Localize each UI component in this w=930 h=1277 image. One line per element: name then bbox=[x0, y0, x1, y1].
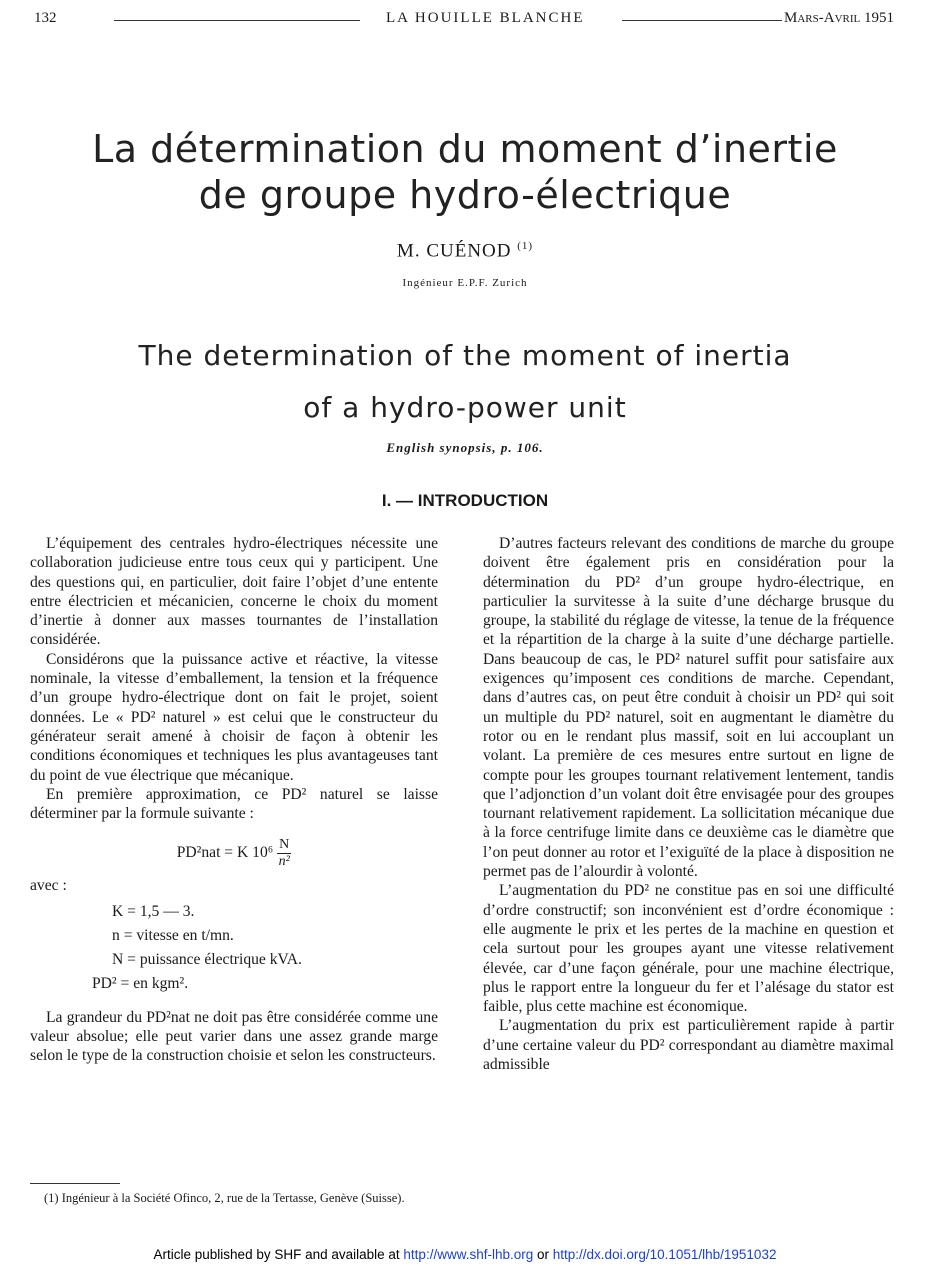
formula-fraction bbox=[277, 837, 291, 870]
left-column bbox=[30, 534, 438, 1066]
section-heading: I. — INTRODUCTION bbox=[381, 491, 549, 510]
formula-definitions bbox=[30, 900, 438, 996]
formula-denominator: n² bbox=[278, 854, 290, 870]
header-rule-right bbox=[622, 20, 782, 21]
definition-pd2: PD² = en kgm². bbox=[92, 974, 189, 992]
title-french-line-2: de groupe hydro-électrique bbox=[198, 173, 732, 217]
publication-banner bbox=[0, 1247, 930, 1262]
english-synopsis-note: English synopsis, p. 106. bbox=[386, 440, 544, 455]
paragraph: La grandeur du PD²nat ne doit pas être considérée comme une valeur absolue; elle peut varier dans une assez grande marge selon le type de la construction choisie et selon les constructeurs. bbox=[30, 1008, 438, 1065]
title-english-line-1: The determination of the moment of inertia bbox=[138, 339, 792, 372]
page-number: 132 bbox=[34, 10, 57, 26]
title-english-line-2: of a hydro-power unit bbox=[303, 391, 627, 424]
avec-label: avec : bbox=[30, 877, 67, 895]
paragraph: En première approximation, ce PD² naturel se laisse déterminer par la formule suivante : bbox=[30, 785, 438, 823]
definition-n-power: N = puissance électrique kVA. bbox=[112, 950, 302, 968]
formula-numerator: N bbox=[279, 837, 290, 853]
footnote-rule bbox=[30, 1183, 120, 1184]
article-title-english bbox=[0, 330, 930, 434]
formula-pd2-nat bbox=[30, 837, 438, 870]
right-column bbox=[483, 534, 894, 1074]
journal-title: LA HOUILLE BLANCHE bbox=[386, 10, 585, 26]
definition-k: K = 1,5 — 3. bbox=[112, 902, 195, 920]
banner-text: Article published by SHF and available at bbox=[153, 1247, 400, 1262]
author-name: M. CUÉNOD bbox=[396, 240, 512, 262]
paragraph: L’augmentation du PD² ne constitue pas en soi une difficulté d’ordre constructif; son inconvénient est d’ordre économique : elle augmente le prix et les pertes de la machine en question et cela surtout pour les groupes ayant une vitesse relativement élevée, car d’une façon générale, pour une machine électrique, plus le rapport entre la longueur du fer et l’alésage du stator est faible, plus cette machine est économique. bbox=[483, 882, 894, 1016]
paragraph: D’autres facteurs relevant des conditions de marche du groupe doivent être également pris en considération pour la détermination du PD² d’un groupe hydro-électrique, en particulier la survitesse à la suite d’une décharge brusque du groupe, la stabilité du réglage de vitesse, la tenue de la fréquence et la répartition de la charge à la suite d’une décharge partielle. Dans beaucoup de cas, le PD² naturel suffit pour satisfaire aux exigences qu’imposent ces conditions de marche. Cependant, dans d’autres cas, on peut être conduit à choisir un PD² qui soit un multiple du PD² naturel, soit en augmentant le diamètre du rotor ou en le rendant plus massif, soit en lui accouplant un volant. La première de ces mesures entre surtout en ligne de compte pour les groupes tournant relativement lentement, tandis que l’adjonction d’un volant doit être envisagée pour des groupes tournant relativement rapidement. La sollicitation mécanique due à la force centrifuge limite dans ce deuxième cas le diamètre que l’on peut donner au rotor et l’exiguïté de la place à disposition ne permet pas de l’alourdir à volonté. bbox=[483, 535, 894, 881]
footnote: (1) Ingénieur à la Société Ofinco, 2, rue de la Tertasse, Genève (Suisse). bbox=[44, 1191, 405, 1205]
article-title-french bbox=[0, 126, 930, 218]
formula-lhs: PD²nat = K 10⁶ bbox=[176, 844, 274, 862]
header-rule-left bbox=[114, 20, 360, 21]
paragraph: L’augmentation du prix est particulièrement rapide à partir d’une certaine valeur du PD² correspondant au diamètre maximal admissible bbox=[483, 1017, 894, 1074]
definition-n-speed: n = vitesse en t/mn. bbox=[112, 926, 234, 944]
doi-link[interactable]: http://dx.doi.org/10.1051/lhb/1951032 bbox=[552, 1247, 777, 1262]
author-footnote-marker: (1) bbox=[517, 240, 534, 252]
shf-link[interactable]: http://www.shf-lhb.org bbox=[403, 1247, 534, 1262]
paragraph: L’équipement des centrales hydro-électriques nécessite une collaboration judicieuse entre tous ceux qui y participent. Une des questions qui, en particulier, doit faire l’objet d’une entente entre électricien et mécanicien, concerne le choix du moment d’inertie à donner aux masses tournantes de l’installation considérée. bbox=[30, 535, 438, 649]
author-affiliation: Ingénieur E.P.F. Zurich bbox=[402, 277, 528, 289]
issue-date: Mars-Avril 1951 bbox=[784, 10, 894, 26]
running-header bbox=[34, 10, 894, 32]
banner-or: or bbox=[537, 1247, 550, 1262]
title-french-line-1: La détermination du moment d’inertie bbox=[92, 127, 838, 171]
paragraph: Considérons que la puissance active et réactive, la vitesse nominale, la vitesse d’emballement, la tension et la fréquence d’un groupe hydro-électrique dont on fait le projet, soient données. Le « PD² naturel » est celui que le constructeur du générateur serait amené à choisir de façon à obtenir les conditions économiques et techniques les plus avantageuses tant du point de vue électrique que mécanique. bbox=[30, 650, 438, 784]
author bbox=[0, 240, 930, 262]
